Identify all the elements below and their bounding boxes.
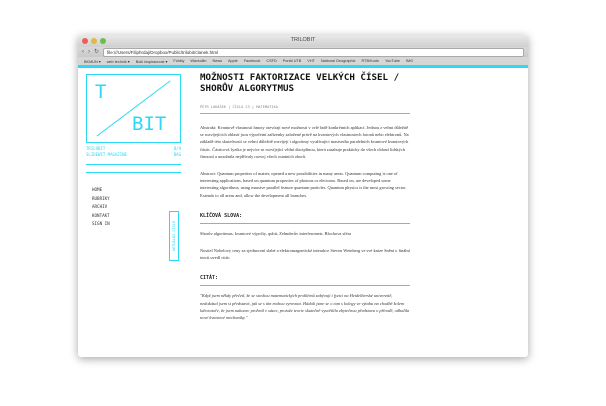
bookmark-item[interactable]: VHT xyxy=(307,59,315,63)
logo-letter-t: T xyxy=(95,81,107,103)
article xyxy=(200,72,410,321)
bookmark-item[interactable]: News xyxy=(212,59,222,63)
back-icon[interactable]: ‹ xyxy=(82,49,84,55)
nav-kontakt[interactable]: KONTAKT xyxy=(92,212,110,218)
address-field[interactable]: file:///Users/Filiphrdaj/Dropbox/Public/trilobit/clanek.html xyxy=(103,48,524,57)
forward-icon[interactable]: › xyxy=(88,49,90,55)
nav-divider xyxy=(86,164,181,165)
bookmark-item[interactable]: Fcbkly xyxy=(173,59,185,63)
bookmark-item[interactable]: RTB/Kodn xyxy=(361,59,379,63)
quote-text: "Když jsem někdy přečetl, že se stovkou matematických problémů zabývají i fyzici na Heidelberské univerzitě, nedokázal jsem si představit, jak se s tím mohou vyrovnat. Hádali jsme se o tom s kolegy ve výtahu na chodbě kolem laboratoře, že jsem nakonec prohrál v sázce, protože teorie skutečně vysvětlila zbytečnou představu o přírodě, odhalila nové kvantové mechaniky." xyxy=(200,293,410,321)
window-title: TRILOBIT xyxy=(290,37,316,43)
url-bar xyxy=(78,47,528,57)
page-content xyxy=(78,68,528,357)
current-issue-button[interactable] xyxy=(169,211,179,261)
bookmark-item[interactable]: CSFD xyxy=(266,59,277,63)
magazine-subtitle: SLIDEWIT MAGAZINE xyxy=(86,152,127,157)
issue-tag: BAG xyxy=(173,152,181,157)
bookmark-item[interactable]: BKMUN ▾ xyxy=(84,59,101,64)
bookmarks-bar xyxy=(78,57,528,66)
magazine-label xyxy=(86,146,181,158)
article-title: MOŽNOSTI FAKTORIZACE VELKÝCH ČÍSEL / SHORŮV ALGORYTMUS xyxy=(200,72,400,94)
title-divider xyxy=(200,113,410,114)
nav-sign-in[interactable]: SIGN IN xyxy=(92,221,110,227)
sidebar-nav xyxy=(92,186,110,229)
bookmark-item[interactable]: YouTube xyxy=(384,59,400,63)
quote-heading: CITÁT: xyxy=(200,275,219,282)
bookmark-item[interactable]: Bulk inspiracnost ▾ xyxy=(135,59,168,64)
nav-archiv[interactable]: ARCHIV xyxy=(92,204,108,210)
issue-number: 8/9 xyxy=(173,146,181,151)
nav-home[interactable]: HOME xyxy=(92,187,103,192)
logo-letters-bit: BIT xyxy=(132,113,167,135)
abstract-en: Abstract: Quantum properties of matter, opened a new possibilities in many areas. Quantum computing is one of interesting applications, based on quantum properties of photons or electrons. Based on, are developed some interesting algorithms, using massive parallel feature quantum particles. Quantum physics is the most growing sector. Extends to all areas and, allow the development all branches. xyxy=(200,171,407,198)
trilobit-logo[interactable] xyxy=(86,74,181,143)
keywords-divider xyxy=(200,223,410,224)
reload-icon[interactable]: ↻ xyxy=(94,49,100,55)
title-bar xyxy=(78,35,528,47)
current-issue-label: AKTUÁLNÍ ČÍSLO xyxy=(172,220,176,252)
keywords-heading: KLÍČOVÁ SLOVA: xyxy=(200,212,243,219)
bookmark-item[interactable]: National Geographic xyxy=(320,59,356,63)
quote-divider xyxy=(200,285,410,286)
bookmark-item[interactable]: Portál UTB xyxy=(282,59,302,63)
keywords-text: Shorův algoritmus, kvantové výpočty, qubit, Zehnderův interferometr, Blochova sféra xyxy=(200,230,351,236)
bookmark-item[interactable]: Facebook xyxy=(243,59,261,63)
bookmark-item[interactable]: web technik ▾ xyxy=(106,59,130,64)
bookmark-item[interactable]: Apple xyxy=(227,59,238,63)
abstract-cz: Abstrakt: Kvantově vlastnosti hmoty otevírají nové možnosti v celé řadě konkrétních aplikací. Jednou z velmi důležitě se rozvíjejících oblastí jsou výpočetní zařízenky založené právě na kvantových vlastnostech fotonů nebo elektronů. Na základě této skutečnosti se velmi důležitě rozvíjejí i algoritmy využívající masivního paralelních kvantové kvantových částic. Částicová fyzika je nejvíce se rozvíjející vědní disciplínou, která zasahuje prakticky do všech oblastí lidských činností a umožnila nejdřívaly rozvoj všech ostatních oborů. xyxy=(200,125,409,159)
magazine-name: TRILOBIT xyxy=(86,146,106,151)
article-meta: PETR LUKÁŠEK | ČÍSLO 23 | MATEMATIKA xyxy=(200,105,278,109)
bookmark-item[interactable]: IMG xyxy=(405,59,414,63)
note-text: Nositel Nobelovy ceny za sjednocení slabé a elektromagnetické interakce Steven Weinberg ve své knize Snění o finální teorii uvedl citát: xyxy=(200,248,410,261)
browser-window xyxy=(78,35,528,357)
nav-divider xyxy=(86,172,181,173)
nav-rubriky[interactable]: RUBRIKY xyxy=(92,195,110,201)
bookmark-item[interactable]: Wavsollin xyxy=(190,59,207,63)
